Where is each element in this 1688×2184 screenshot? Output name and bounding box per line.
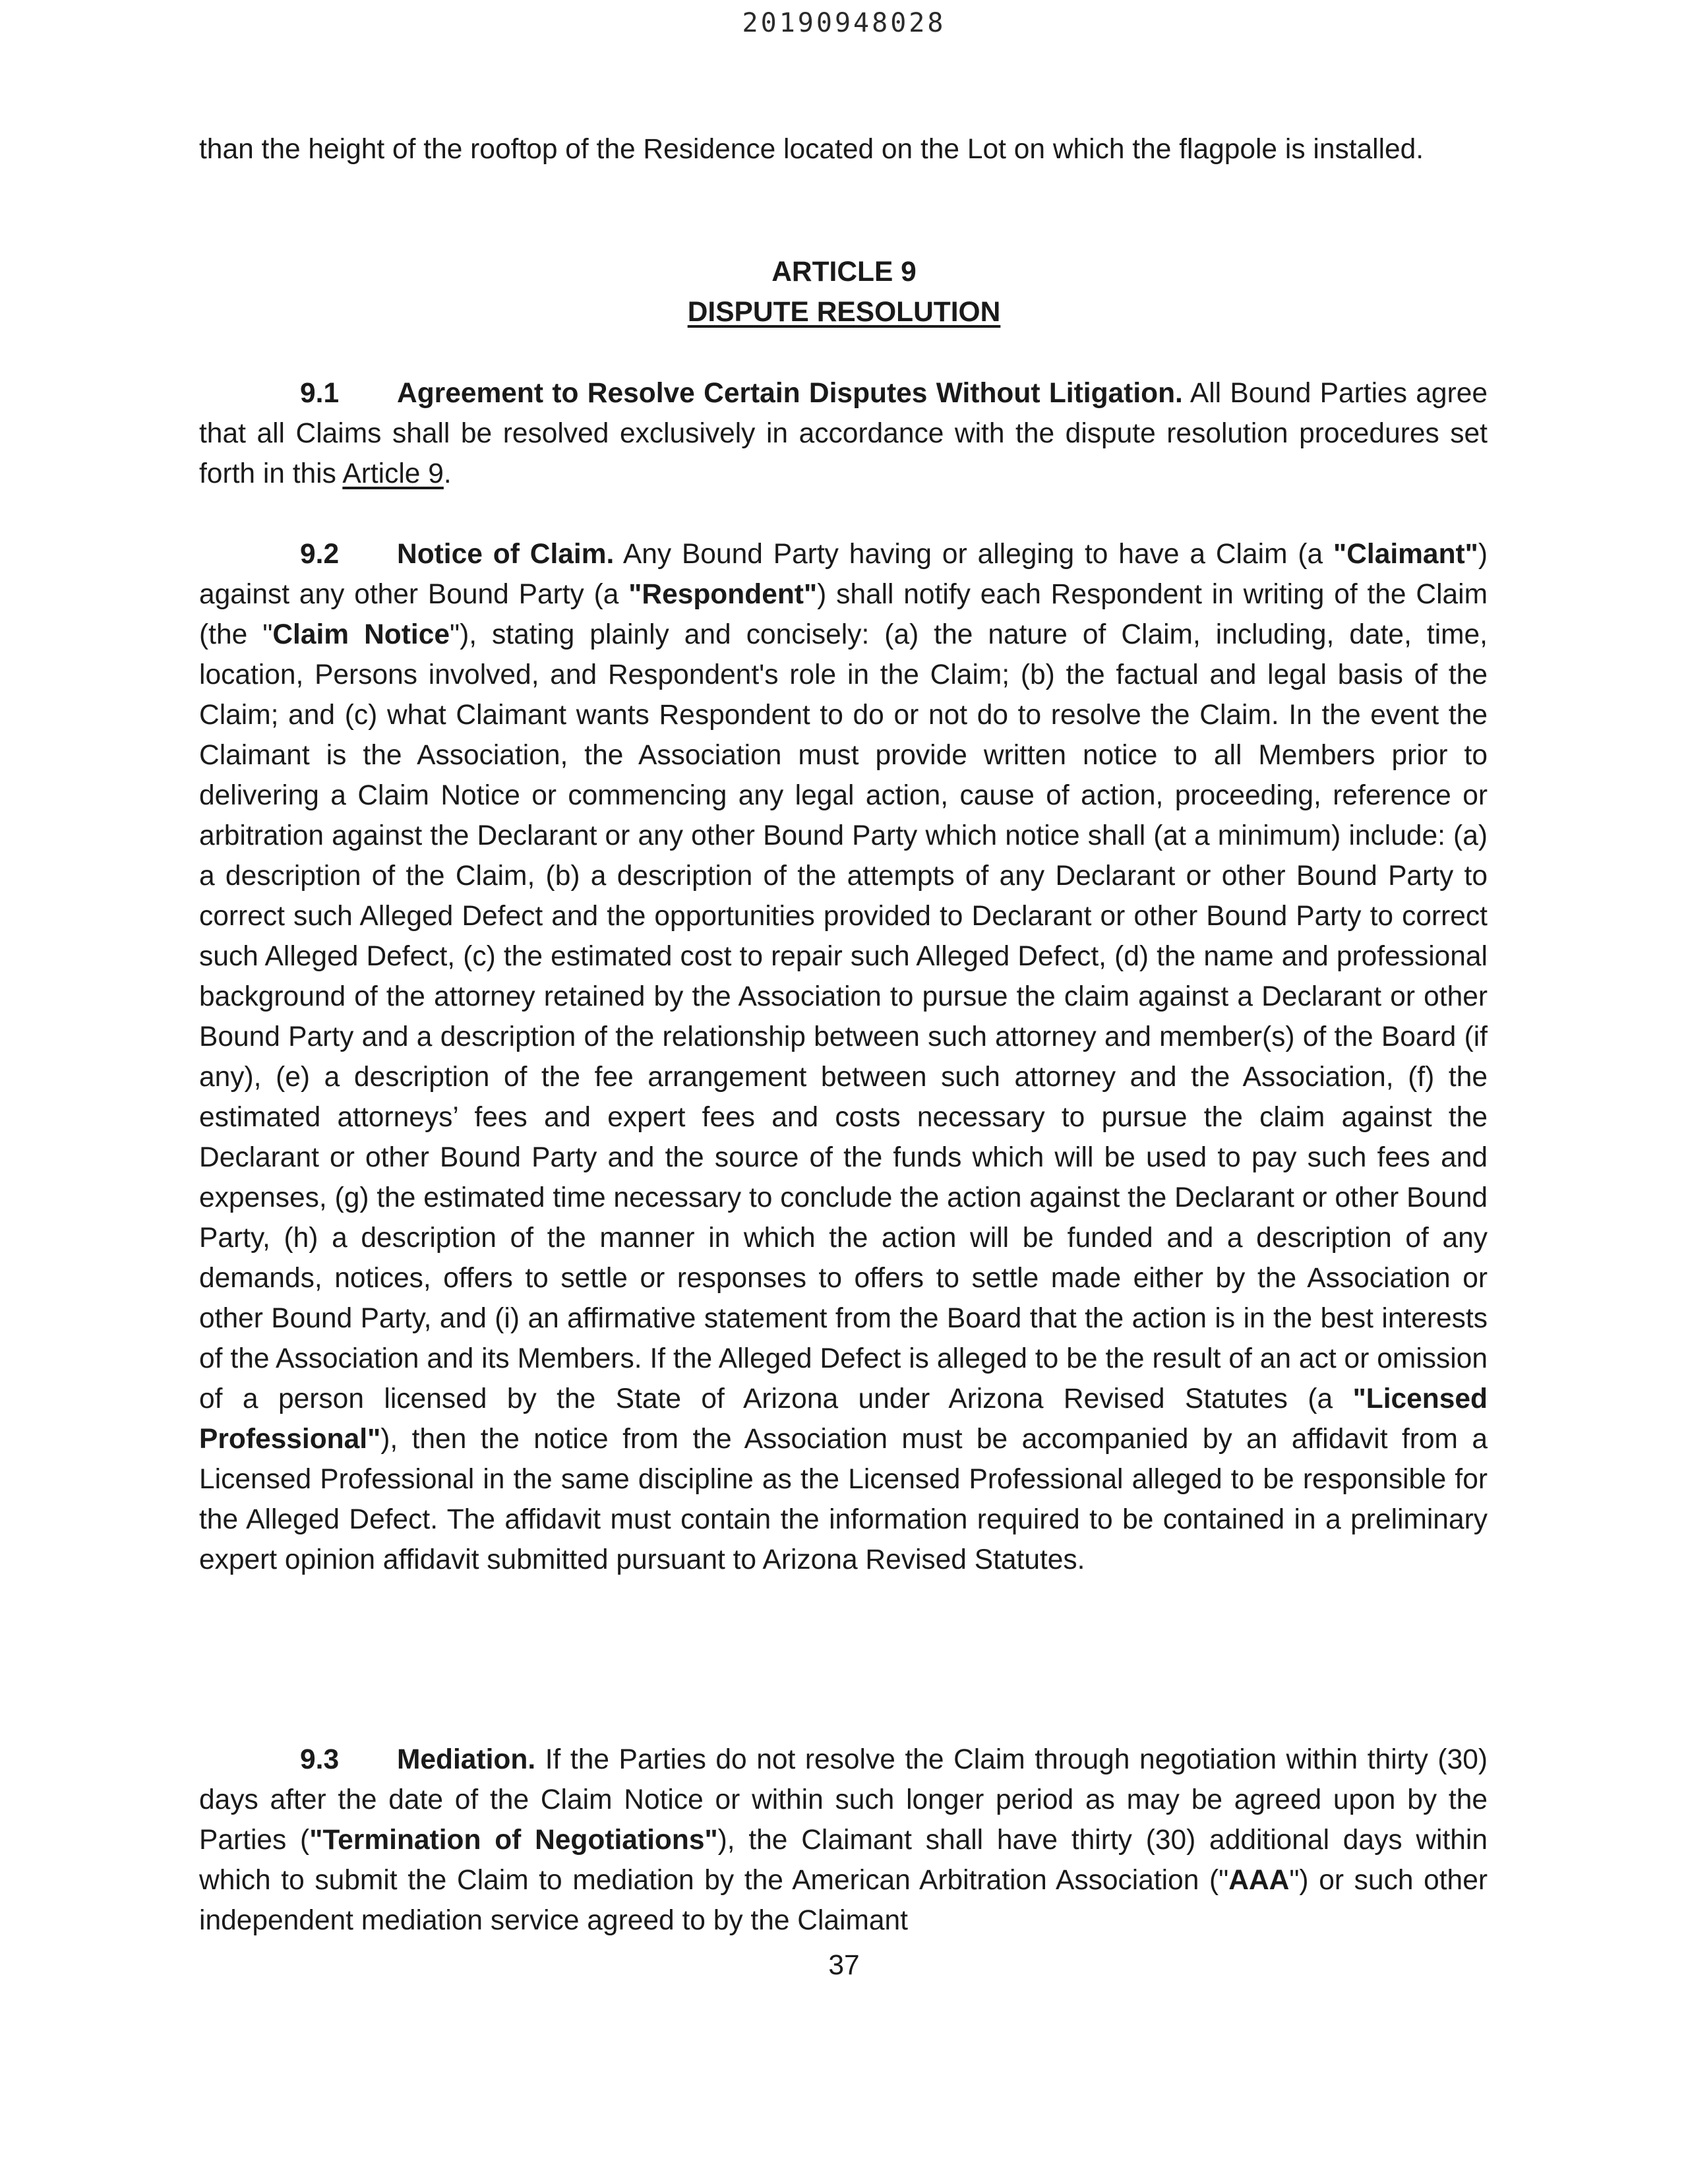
- defined-term-licensed-professional: "Licensed Professional": [199, 1383, 1488, 1455]
- article-number: ARTICLE 9: [771, 257, 917, 288]
- section-text: ") or such other independent mediation service agreed to by the Claimant: [199, 1865, 1488, 1936]
- section-9-3: [199, 1740, 1488, 1941]
- section-9-2: [199, 534, 1488, 1580]
- recording-number: 20190948028: [742, 8, 946, 38]
- section-text: All Bound Parties agree that all Claims shall be resolved exclusively in accordance with the dispute resolution procedures set forth in this: [199, 378, 1488, 489]
- section-number: 9.2: [300, 539, 340, 570]
- article-heading: [0, 252, 1688, 332]
- section-9-1: [199, 373, 1488, 494]
- defined-term-aaa: AAA: [1228, 1865, 1290, 1896]
- section-number: 9.1: [300, 378, 340, 409]
- section-text: ) shall notify each Respondent in writing of the Claim (the ": [199, 579, 1488, 650]
- section-text: ), then the notice from the Association must be accompanied by an affidavit from a Licensed Professional in the same discipline as the Licensed Professional alleged to be responsible for the Alleged Defect. The affidavit must contain the information required to be contained in a preliminary expert opinion affidavit submitted pursuant to Arizona Revised Statutes.: [199, 1424, 1488, 1575]
- article-reference: Article 9: [342, 458, 444, 489]
- defined-term-termination: "Termination of Negotiations": [309, 1825, 718, 1856]
- section-text: ), the Claimant shall have thirty (30) additional days within which to submit the Claim to mediation by the American Arbitration Association (": [199, 1825, 1488, 1896]
- section-text: Any Bound Party having or alleging to have a Claim (a: [614, 539, 1334, 570]
- section-number: 9.3: [300, 1744, 340, 1775]
- article-title-text: DISPUTE RESOLUTION: [687, 297, 1001, 328]
- page-number: 37: [828, 1950, 860, 1981]
- defined-term-claim-notice: Claim Notice: [272, 619, 450, 650]
- section-title: Agreement to Resolve Certain Disputes Without Litigation.: [397, 378, 1183, 409]
- section-text: "), stating plainly and concisely: (a) the nature of Claim, including, date, time, location, Persons involved, and Respondent's role in the Claim; (b) the factual and legal basis of the Claim; and (c) what Claimant wants Respondent to do or not do to resolve the Claim. In the event the Claimant is the Association, the Association must provide written notice to all Members prior to delivering a Claim Notice or commencing any legal action, cause of action, proceeding, reference or arbitration against the Declarant or any other Bound Party which notice shall (at a minimum) include: (a) a description of the Claim, (b) a description of the attempts of any Declarant or other Bound Party to correct such Alleged Defect and the opportunities provided to Declarant or other Bound Party to correct such Alleged Defect, (c) the estimated cost to repair such Alleged Defect, (d) the name and professional background of the attorney retained by the Association to pursue the claim against a Declarant or other Bound Party and a description of the relationship between such attorney and member(s) of the Board (if any), (e) a description of the fee arrangement between such attorney and the Association, (f) the estimated attorneys’ fees and expert fees and costs necessary to pursue the claim against the Declarant or other Bound Party and the source of the funds which will be used to pay such fees and expenses, (g) the estimated time necessary to conclude the action against the Declarant or other Bound Party, (h) a description of the manner in which the action will be funded and a description of any demands, notices, offers to settle or responses to offers to settle made either by the Association or other Bound Party, and (i) an affirmative statement from the Board that the action is in the best interests of the Association and its Members. If the Alleged Defect is alleged to be the result of an act or omission of a person licensed by the State of Arizona under Arizona Revised Statutes (a: [199, 619, 1488, 1414]
- defined-term-claimant: "Claimant": [1333, 539, 1478, 570]
- defined-term-respondent: "Respondent": [628, 579, 818, 610]
- continuation-paragraph: than the height of the rooftop of the Residence located on the Lot on which the flagpole is installed.: [199, 134, 1424, 165]
- section-text: If the Parties do not resolve the Claim through negotiation within thirty (30) days after the date of the Claim Notice or within such longer period as may be agreed upon by the Parties (: [199, 1744, 1488, 1856]
- section-title: Notice of Claim.: [397, 539, 615, 570]
- article-title: [0, 292, 1688, 332]
- section-text-end: .: [443, 458, 452, 489]
- section-title: Mediation.: [397, 1744, 536, 1775]
- section-text: ) against any other Bound Party (a: [199, 539, 1488, 610]
